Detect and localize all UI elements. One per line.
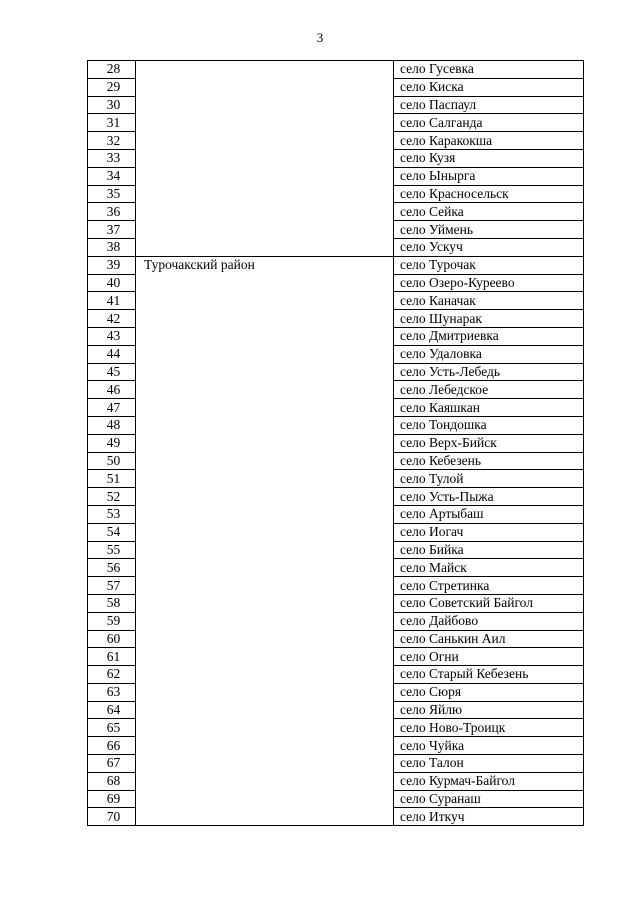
row-number: 47 — [88, 399, 136, 417]
row-number: 68 — [88, 772, 136, 790]
settlement-name: село Удаловка — [394, 345, 584, 363]
row-number: 31 — [88, 114, 136, 132]
settlement-name: село Тондошка — [394, 416, 584, 434]
row-number: 37 — [88, 221, 136, 239]
row-number: 69 — [88, 790, 136, 808]
settlement-name: село Ынырга — [394, 167, 584, 185]
district-name: Турочакский район — [136, 256, 394, 826]
settlement-name: село Озеро-Куреево — [394, 274, 584, 292]
settlement-name: село Усть-Лебедь — [394, 363, 584, 381]
row-number: 65 — [88, 719, 136, 737]
table-row — [88, 61, 584, 79]
row-number: 53 — [88, 505, 136, 523]
settlement-name: село Яйлю — [394, 701, 584, 719]
settlement-name: село Каяшкан — [394, 399, 584, 417]
row-number: 40 — [88, 274, 136, 292]
settlement-name: село Ускуч — [394, 238, 584, 256]
row-number: 57 — [88, 577, 136, 595]
settlement-name: село Советский Байгол — [394, 594, 584, 612]
row-number: 44 — [88, 345, 136, 363]
row-number: 39 — [88, 256, 136, 274]
row-number: 29 — [88, 78, 136, 96]
row-number: 49 — [88, 434, 136, 452]
settlement-name: село Салганда — [394, 114, 584, 132]
row-number: 59 — [88, 612, 136, 630]
settlement-name: село Уймень — [394, 221, 584, 239]
settlement-name: село Дайбово — [394, 612, 584, 630]
district-name — [136, 61, 394, 257]
row-number: 66 — [88, 737, 136, 755]
settlement-name: село Иогач — [394, 523, 584, 541]
settlements-table — [87, 60, 584, 826]
row-number: 51 — [88, 470, 136, 488]
settlement-name: село Кузя — [394, 149, 584, 167]
settlement-name: село Каракокша — [394, 132, 584, 150]
settlement-name: село Бийка — [394, 541, 584, 559]
settlement-name: село Верх-Бийск — [394, 434, 584, 452]
settlement-name: село Лебедское — [394, 381, 584, 399]
table-row — [88, 256, 584, 274]
row-number: 32 — [88, 132, 136, 150]
row-number: 41 — [88, 292, 136, 310]
table-body — [88, 61, 584, 826]
row-number: 33 — [88, 149, 136, 167]
settlement-name: село Стретинка — [394, 577, 584, 595]
settlement-name: село Шунарак — [394, 310, 584, 328]
settlement-name: село Иткуч — [394, 808, 584, 826]
row-number: 62 — [88, 666, 136, 684]
settlement-name: село Старый Кебезень — [394, 666, 584, 684]
row-number: 35 — [88, 185, 136, 203]
settlement-name: село Сейка — [394, 203, 584, 221]
row-number: 58 — [88, 594, 136, 612]
row-number: 61 — [88, 648, 136, 666]
settlement-name: село Сюря — [394, 683, 584, 701]
row-number: 64 — [88, 701, 136, 719]
row-number: 34 — [88, 167, 136, 185]
settlement-name: село Киска — [394, 78, 584, 96]
row-number: 36 — [88, 203, 136, 221]
row-number: 46 — [88, 381, 136, 399]
settlement-name: село Усть-Пыжа — [394, 488, 584, 506]
row-number: 60 — [88, 630, 136, 648]
row-number: 67 — [88, 755, 136, 773]
settlement-name: село Талон — [394, 755, 584, 773]
settlement-name: село Чуйка — [394, 737, 584, 755]
settlement-name: село Тулой — [394, 470, 584, 488]
page-number: 3 — [316, 30, 324, 45]
settlement-name: село Каначак — [394, 292, 584, 310]
row-number: 43 — [88, 327, 136, 345]
settlement-name: село Гусевка — [394, 61, 584, 79]
settlement-name: село Кебезень — [394, 452, 584, 470]
settlement-name: село Майск — [394, 559, 584, 577]
row-number: 38 — [88, 238, 136, 256]
settlement-name: село Ново-Троицк — [394, 719, 584, 737]
settlement-name: село Суранаш — [394, 790, 584, 808]
row-number: 63 — [88, 683, 136, 701]
row-number: 28 — [88, 61, 136, 79]
settlement-name: село Турочак — [394, 256, 584, 274]
settlement-name: село Паспаул — [394, 96, 584, 114]
settlement-name: село Огни — [394, 648, 584, 666]
row-number: 50 — [88, 452, 136, 470]
settlement-name: село Артыбаш — [394, 505, 584, 523]
row-number: 52 — [88, 488, 136, 506]
settlement-name: село Курмач-Байгол — [394, 772, 584, 790]
row-number: 30 — [88, 96, 136, 114]
row-number: 48 — [88, 416, 136, 434]
row-number: 45 — [88, 363, 136, 381]
row-number: 56 — [88, 559, 136, 577]
settlement-name: село Санькин Аил — [394, 630, 584, 648]
row-number: 54 — [88, 523, 136, 541]
settlement-name: село Красносельск — [394, 185, 584, 203]
row-number: 42 — [88, 310, 136, 328]
row-number: 55 — [88, 541, 136, 559]
row-number: 70 — [88, 808, 136, 826]
settlement-name: село Дмитриевка — [394, 327, 584, 345]
